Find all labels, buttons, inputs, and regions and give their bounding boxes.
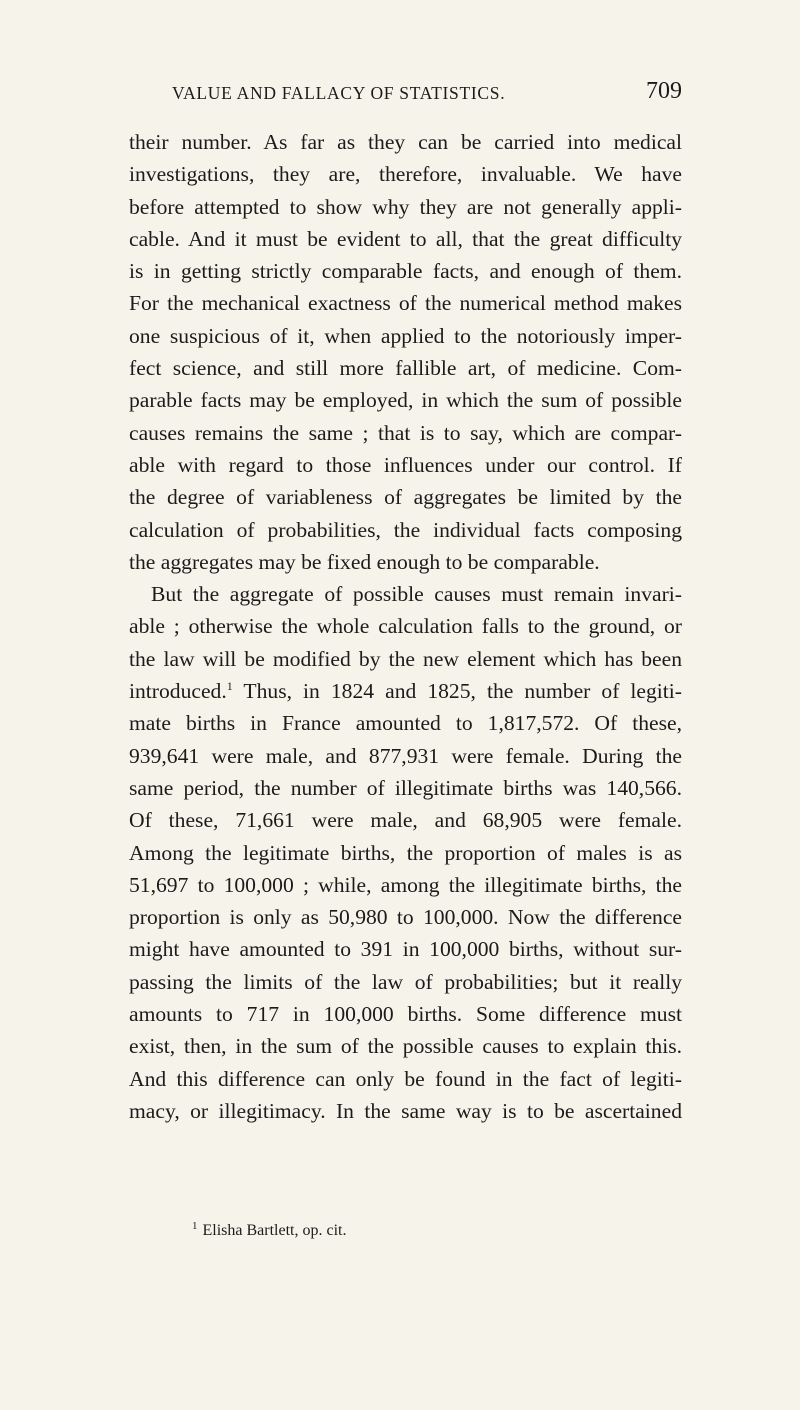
text-line-with-footnote xyxy=(129,675,682,707)
footnote xyxy=(192,1220,346,1240)
text-line: For the mechanical exactness of the numerical method makes xyxy=(129,291,682,316)
text-line: the degree of variableness of aggregates be limited by the xyxy=(129,485,682,510)
text-line: the aggregates may be fixed enough to be comparable. xyxy=(129,549,600,574)
text-line: calculation of probabilities, the individual facts composing xyxy=(129,517,682,542)
running-title: VALUE AND FALLACY OF STATISTICS. xyxy=(172,83,506,103)
text-segment: Thus, in 1824 and 1825, the number of legiti- xyxy=(243,679,682,704)
text-line: Among the legitimate births, the proportion of males is as xyxy=(129,840,682,865)
text-line: exist, then, in the sum of the possible causes to explain this. xyxy=(129,1034,682,1059)
text-line: fect science, and still more fallible art, of medicine. Com- xyxy=(129,356,682,381)
text-line: investigations, they are, therefore, invaluable. We have xyxy=(129,162,682,187)
page-number: 709 xyxy=(646,78,682,104)
footnote-reference: 1 xyxy=(226,679,233,694)
text-line: might have amounted to 391 in 100,000 births, without sur- xyxy=(129,937,682,962)
text-line: able with regard to those influences under our control. If xyxy=(129,452,682,477)
text-line: the law will be modified by the new element which has been xyxy=(129,646,682,671)
text-line: passing the limits of the law of probabilities; but it really xyxy=(129,969,682,994)
footnote-mark: 1 xyxy=(192,1220,198,1232)
text-line: same period, the number of illegitimate births was 140,566. xyxy=(129,775,682,800)
text-line: And this difference can only be found in the fact of legiti- xyxy=(129,1066,682,1091)
text-line: before attempted to show why they are not generally appli- xyxy=(129,194,682,219)
text-line: But the aggregate of possible causes must remain invari- xyxy=(151,582,682,607)
text-line: able ; otherwise the whole calculation falls to the ground, or xyxy=(129,614,682,639)
text-line: 51,697 to 100,000 ; while, among the illegitimate births, the xyxy=(129,872,682,897)
text-line: amounts to 717 in 100,000 births. Some difference must xyxy=(129,1002,682,1027)
text-line: 939,641 were male, and 877,931 were female. During the xyxy=(129,743,682,768)
text-line: one suspicious of it, when applied to the notoriously imper- xyxy=(129,323,682,348)
text-line: proportion is only as 50,980 to 100,000. Now the difference xyxy=(129,905,682,930)
text-line: is in getting strictly comparable facts, and enough of them. xyxy=(129,259,682,284)
running-head xyxy=(172,80,682,110)
text-line: Of these, 71,661 were male, and 68,905 were female. xyxy=(129,808,682,833)
text-segment: introduced. xyxy=(129,679,227,704)
footnote-text: Elisha Bartlett, op. cit. xyxy=(202,1222,347,1239)
text-line: macy, or illegitimacy. In the same way is to be ascertained xyxy=(129,1098,682,1123)
text-line: cable. And it must be evident to all, that the great difficulty xyxy=(129,226,682,251)
body-text xyxy=(129,126,682,1127)
text-line: mate births in France amounted to 1,817,572. Of these, xyxy=(129,711,682,736)
text-line: causes remains the same ; that is to say, which are compar- xyxy=(129,420,682,445)
text-line: their number. As far as they can be carried into medical xyxy=(129,130,682,154)
text-line: parable facts may be employed, in which the sum of possible xyxy=(129,388,682,413)
